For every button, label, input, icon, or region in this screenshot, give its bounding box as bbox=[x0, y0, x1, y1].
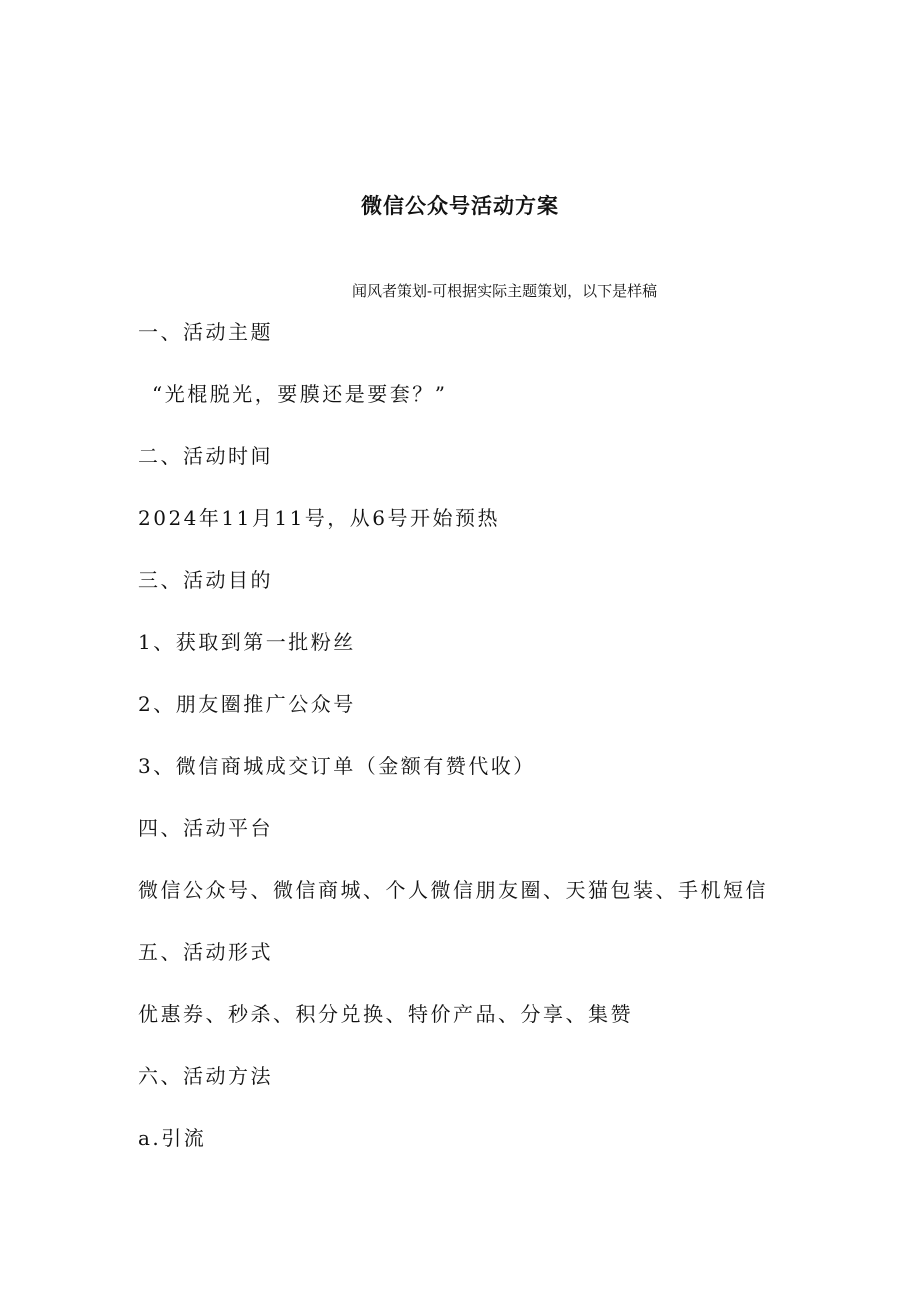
section-heading-theme: 一、活动主题 bbox=[138, 320, 273, 344]
section-heading-purpose: 三、活动目的 bbox=[138, 568, 273, 592]
form-text: 优惠券、秒杀、积分兑换、特价产品、分享、集赞 bbox=[138, 1002, 633, 1026]
purpose-item: 1、获取到第一批粉丝 bbox=[138, 630, 356, 654]
section-heading-platform: 四、活动平台 bbox=[138, 816, 273, 840]
theme-text: “光棍脱光，要膜还是要套？” bbox=[152, 382, 448, 406]
page-title: 微信公众号活动方案 bbox=[361, 193, 559, 218]
purpose-item: 3、微信商城成交订单（金额有赞代收） bbox=[138, 754, 536, 778]
platform-text: 微信公众号、微信商城、个人微信朋友圈、天猫包装、手机短信 bbox=[138, 878, 768, 902]
time-text: 2024年11月11号，从6号开始预热 bbox=[138, 506, 501, 530]
section-heading-form: 五、活动形式 bbox=[138, 940, 273, 964]
section-heading-method: 六、活动方法 bbox=[138, 1064, 273, 1088]
page-subtitle: 闻风者策划-可根据实际主题策划，以下是样稿 bbox=[352, 282, 658, 300]
section-heading-time: 二、活动时间 bbox=[138, 444, 273, 468]
method-subheading: a.引流 bbox=[138, 1126, 207, 1150]
purpose-item: 2、朋友圈推广公众号 bbox=[138, 692, 356, 716]
